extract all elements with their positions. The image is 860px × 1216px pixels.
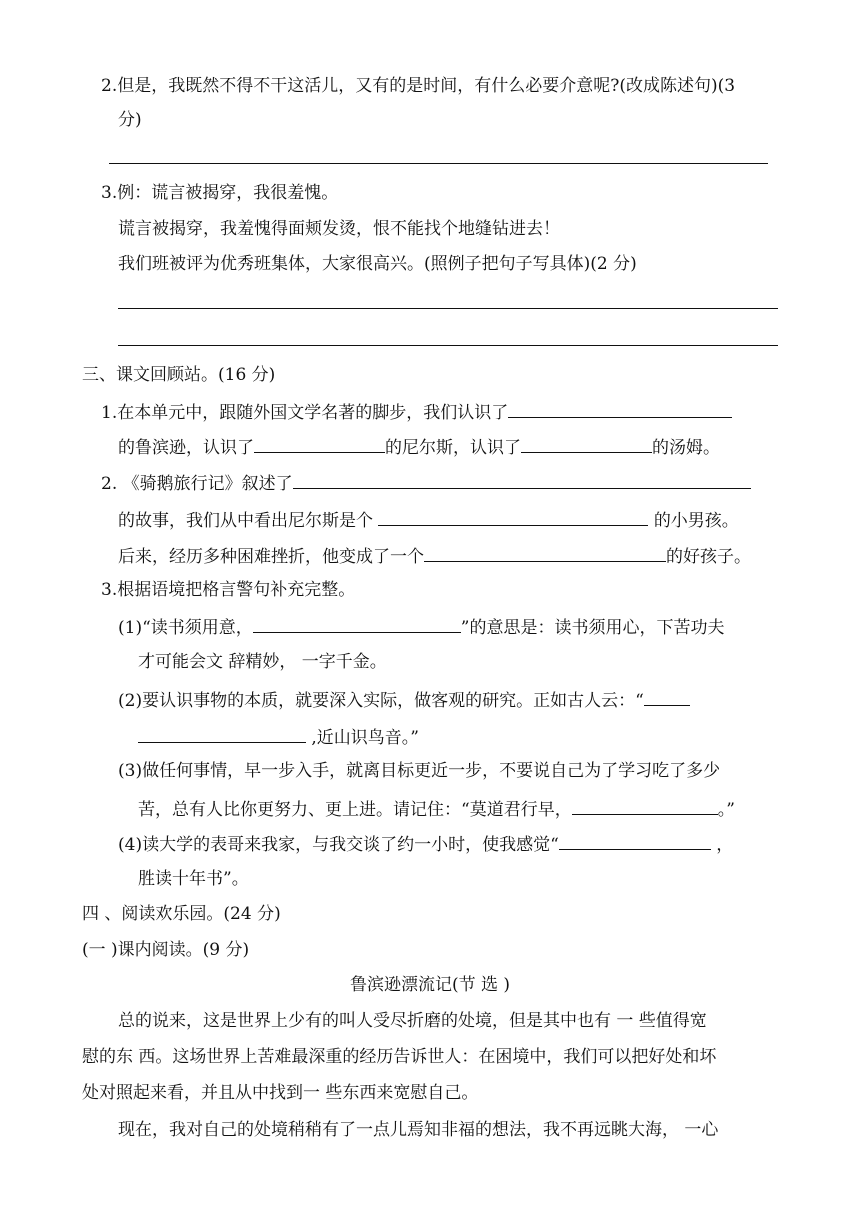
s3-p4-line1 <box>118 831 733 857</box>
q2-line1: 2.但是，我既然不得不干这活儿，又有的是时间，有什么必要介意呢?(改成陈述句)(3 <box>101 76 736 96</box>
passage-para1-line1: 总的说来，这是世界上少有的叫人受尽折磨的处境，但是其中也有 一 些值得宽 <box>118 1011 707 1031</box>
section4-heading: 四 、阅读欢乐园。(24 分) <box>82 904 281 924</box>
s3-q1-blank-1[interactable] <box>508 399 732 418</box>
section3-heading: 三、课文回顾站。(16 分) <box>82 365 276 385</box>
s3-q1-blank-2[interactable] <box>254 434 385 453</box>
s3-p4-line2: 胜读十年书”。 <box>138 869 249 889</box>
s3-q2-line2 <box>118 507 739 533</box>
s3-p3-line2 <box>138 796 735 822</box>
s3-q1-text-d: 的汤姆。 <box>652 438 720 458</box>
q3-example-answer: 谎言被揭穿，我羞愧得面颊发烫，恨不能找个地缝钻进去！ <box>118 219 560 239</box>
section4-subheading: (一 )课内阅读。(9 分) <box>82 940 250 960</box>
s3-q1-line1 <box>101 399 732 425</box>
s3-q2-line1 <box>101 470 751 496</box>
s3-q2-blank-3[interactable] <box>424 543 666 562</box>
s3-p4-text-a: (4)读大学的表哥来我家，与我交谈了约一小时，使我感觉“ <box>118 835 559 855</box>
s3-p2-text-b: ,近山识鸟音。” <box>306 728 419 748</box>
s3-p1-line2: 才可能会文 辞精妙， 一字千金。 <box>138 652 387 672</box>
s3-p1-line1 <box>118 614 724 640</box>
s3-q1-text-c: 的尼尔斯，认识了 <box>385 438 521 458</box>
s3-q1-text-b: 的鲁滨逊，认识了 <box>118 438 254 458</box>
s3-q2-blank-1[interactable] <box>293 470 751 489</box>
s3-p2-blank-a[interactable] <box>644 687 690 706</box>
s3-p2-line2 <box>138 724 419 750</box>
passage-para1-line3: 处对照起来看，并且从中找到一 些东西来宽慰自己。 <box>82 1083 479 1103</box>
q2-answer-line[interactable] <box>109 163 768 164</box>
s3-p3-text-c: 。” <box>717 800 735 820</box>
s3-q2-text-b: 的故事，我们从中看出尼尔斯是个 <box>118 511 373 531</box>
q3-answer-line-2[interactable] <box>118 345 778 346</box>
passage-para1-line2: 慰的东 西。这场世界上苦难最深重的经历告诉世人：在困境中，我们可以把好处和坏 <box>82 1047 717 1067</box>
s3-p2-blank-b[interactable] <box>138 724 306 743</box>
s3-q2-text-e: 的好孩子。 <box>666 547 751 567</box>
s3-p4-text-b: ， <box>716 835 734 855</box>
s3-q2-line3 <box>118 543 751 569</box>
s3-p3-blank[interactable] <box>572 796 718 815</box>
q3-answer-line-1[interactable] <box>118 308 778 309</box>
s3-q2-text-d: 后来，经历多种困难挫折，他变成了一个 <box>118 547 424 567</box>
passage-title: 鲁滨逊漂流记(节 选 ) <box>349 975 511 995</box>
s3-p1-blank[interactable] <box>253 614 461 633</box>
s3-p2-line1 <box>118 687 690 713</box>
s3-q3-intro: 3.根据语境把格言警句补充完整。 <box>101 580 356 600</box>
s3-p3-text-b: 苦，总有人比你更努力、更上进。请记住：“莫道君行早， <box>138 800 572 820</box>
s3-p1-text-a: (1)“读书须用意， <box>118 618 253 638</box>
s3-q1-blank-3[interactable] <box>521 434 652 453</box>
q3-example-label: 3.例：谎言被揭穿，我很羞愧。 <box>101 183 339 203</box>
s3-p4-blank[interactable] <box>559 831 711 850</box>
q3-task: 我们班被评为优秀班集体，大家很高兴。(照例子把句子写具体)(2 分) <box>118 254 637 274</box>
s3-p3-line1: (3)做任何事情，早一步入手，就离目标更近一步，不要说自己为了学习吃了多少 <box>118 761 721 781</box>
passage-para2-line1: 现在，我对自己的处境稍稍有了一点儿焉知非福的想法，我不再远眺大海， 一心 <box>118 1120 719 1140</box>
q2-line2: 分) <box>118 110 142 130</box>
s3-p1-text-b: ”的意思是：读书须用心，下苦功夫 <box>460 618 725 638</box>
s3-q2-text-c: 的小男孩。 <box>653 511 739 531</box>
s3-p2-text-a: (2)要认识事物的本质，就要深入实际，做客观的研究。正如古人云：“ <box>118 691 644 711</box>
s3-q2-blank-2[interactable] <box>378 507 648 526</box>
s3-q1-line2 <box>118 434 720 460</box>
s3-q2-text-a: 2. 《骑鹅旅行记》叙述了 <box>101 474 293 494</box>
s3-q1-text-a: 1.在本单元中，跟随外国文学名著的脚步，我们认识了 <box>101 403 509 423</box>
